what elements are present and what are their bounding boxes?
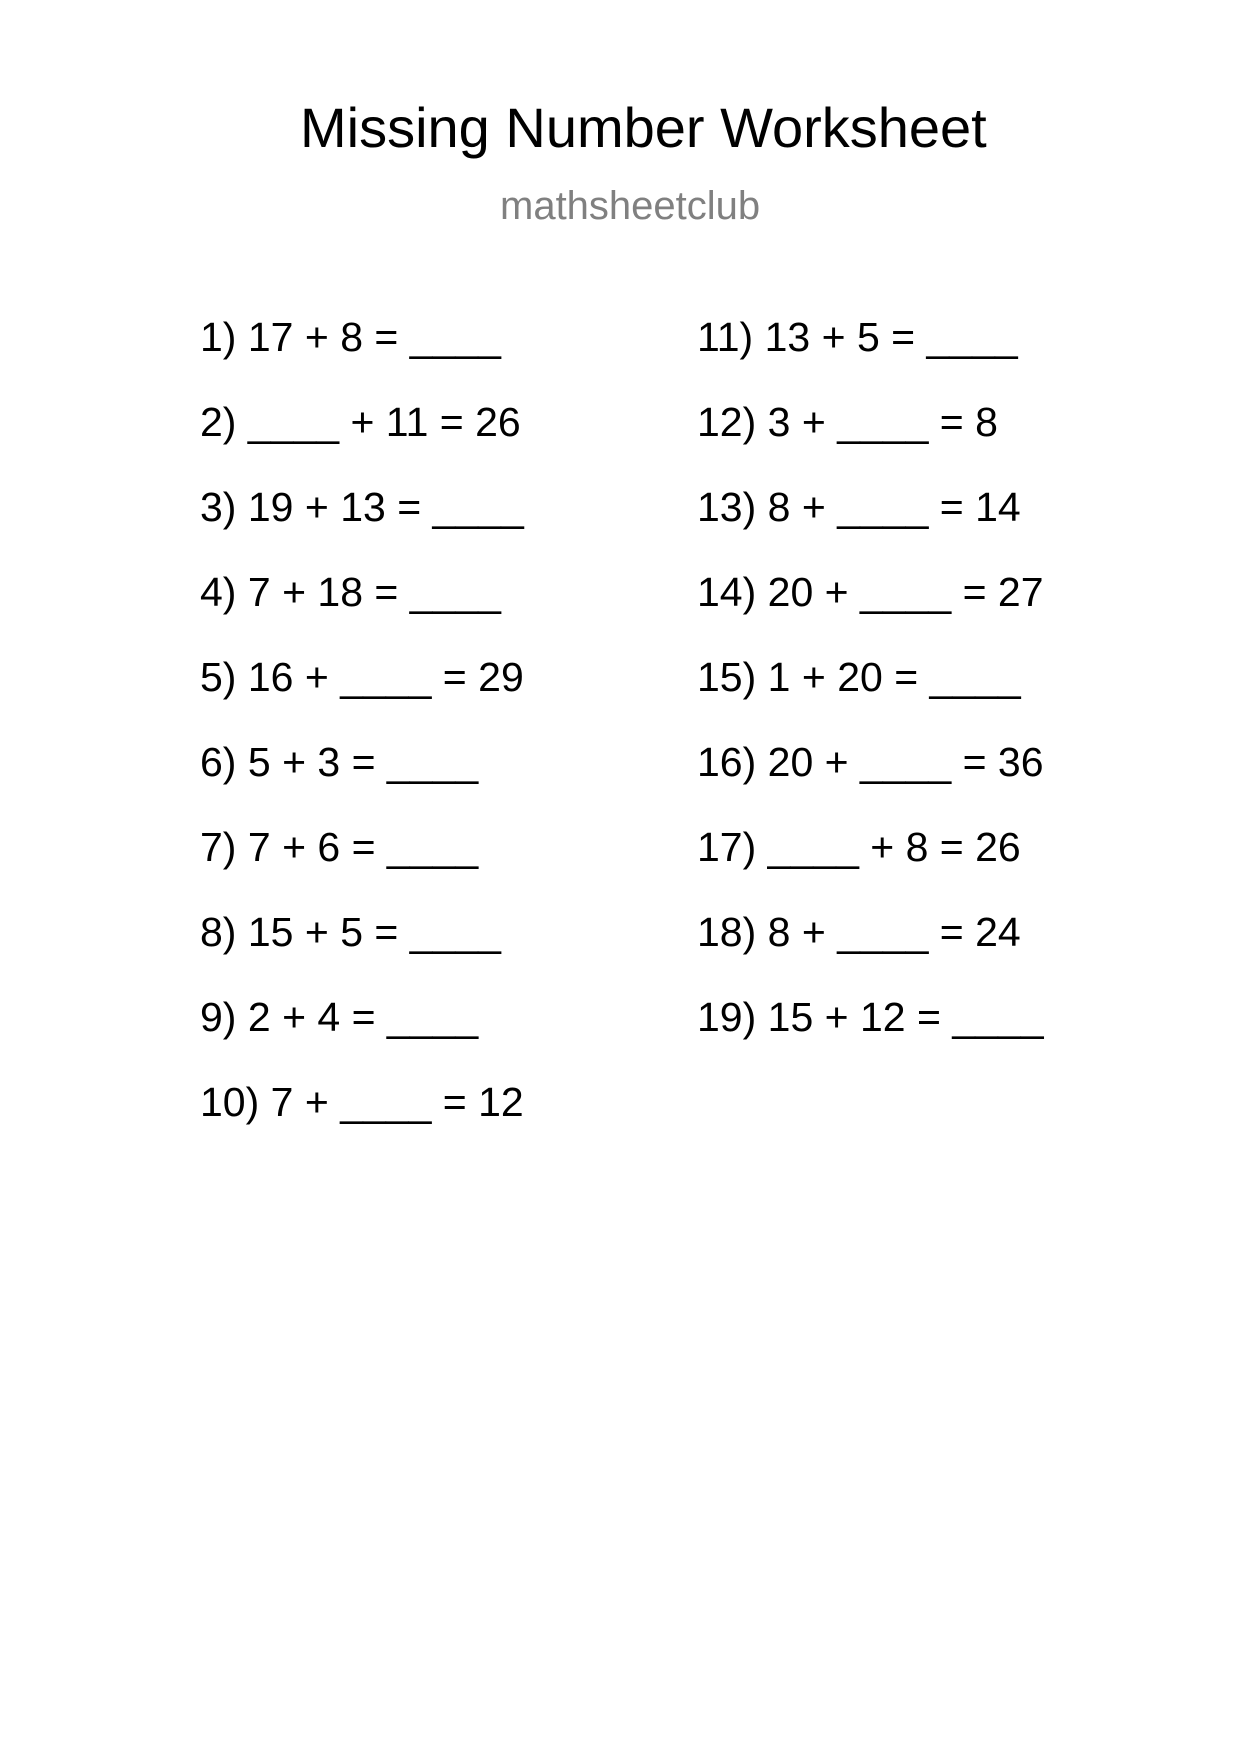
- problem-11: [697, 313, 1018, 361]
- problem-number: 15): [697, 654, 757, 700]
- problem-5: [200, 653, 524, 701]
- problem-expression: 13 + 5 = ____: [764, 314, 1018, 360]
- problem-number: 8): [200, 909, 237, 955]
- problem-number: 16): [697, 739, 757, 785]
- problem-expression: ____ + 8 = 26: [767, 824, 1021, 870]
- problem-expression: 15 + 12 = ____: [767, 994, 1044, 1040]
- problem-number: 1): [200, 314, 237, 360]
- worksheet-subtitle: mathsheetclub: [500, 184, 761, 228]
- problem-14: [697, 568, 1044, 616]
- problem-number: 5): [200, 654, 237, 700]
- problem-number: 12): [697, 399, 757, 445]
- problem-12: [697, 398, 998, 446]
- problem-number: 13): [697, 484, 757, 530]
- worksheet-title: Missing Number Worksheet: [300, 96, 987, 159]
- problem-expression: 7 + 6 = ____: [247, 824, 479, 870]
- problem-number: 14): [697, 569, 757, 615]
- problem-expression: 2 + 4 = ____: [247, 994, 479, 1040]
- problem-number: 2): [200, 399, 237, 445]
- problem-expression: 8 + ____ = 24: [767, 909, 1021, 955]
- problem-10: [200, 1078, 524, 1126]
- problem-expression: 16 + ____ = 29: [247, 654, 524, 700]
- problem-3: [200, 483, 524, 531]
- problem-13: [697, 483, 1021, 531]
- problem-8: [200, 908, 501, 956]
- problem-number: 6): [200, 739, 237, 785]
- problem-expression: ____ + 11 = 26: [247, 399, 521, 445]
- problem-expression: 19 + 13 = ____: [247, 484, 524, 530]
- problem-number: 4): [200, 569, 237, 615]
- problem-number: 17): [697, 824, 757, 870]
- problem-number: 3): [200, 484, 237, 530]
- problem-number: 7): [200, 824, 237, 870]
- problem-9: [200, 993, 478, 1041]
- problem-number: 19): [697, 994, 757, 1040]
- problem-expression: 5 + 3 = ____: [247, 739, 479, 785]
- problem-6: [200, 738, 478, 786]
- problem-number: 11): [697, 314, 754, 360]
- problem-expression: 7 + 18 = ____: [247, 569, 501, 615]
- problem-expression: 17 + 8 = ____: [247, 314, 501, 360]
- problem-expression: 8 + ____ = 14: [767, 484, 1021, 530]
- problem-expression: 20 + ____ = 27: [767, 569, 1044, 615]
- problem-18: [697, 908, 1021, 956]
- problem-expression: 20 + ____ = 36: [767, 739, 1044, 785]
- problem-expression: 3 + ____ = 8: [767, 399, 998, 445]
- problem-expression: 1 + 20 = ____: [767, 654, 1021, 700]
- problem-17: [697, 823, 1021, 871]
- problem-expression: 15 + 5 = ____: [247, 909, 501, 955]
- problem-2: [200, 398, 521, 446]
- problem-1: [200, 313, 501, 361]
- problem-number: 10): [200, 1079, 260, 1125]
- problem-number: 18): [697, 909, 757, 955]
- problem-16: [697, 738, 1044, 786]
- problem-number: 9): [200, 994, 237, 1040]
- problem-7: [200, 823, 478, 871]
- problem-expression: 7 + ____ = 12: [270, 1079, 524, 1125]
- problem-4: [200, 568, 501, 616]
- problem-19: [697, 993, 1044, 1041]
- problem-15: [697, 653, 1021, 701]
